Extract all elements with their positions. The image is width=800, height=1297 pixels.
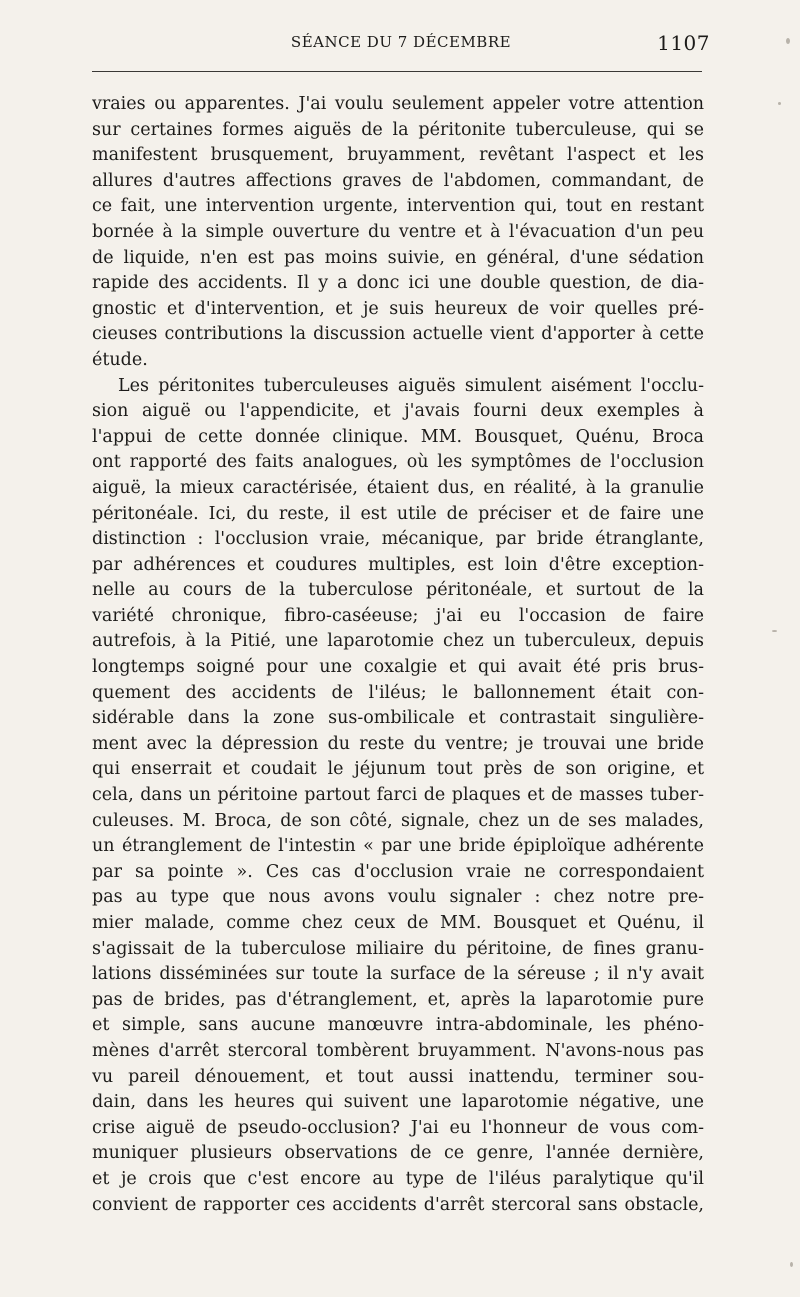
text-line: quement des accidents de l'iléus; le ballonnement était con- — [92, 682, 704, 703]
text-line: culeuses. M. Broca, de son côté, signale, chez un de ses malades, — [92, 810, 704, 831]
text-line: nelle au cours de la tuberculose péritonéale, et surtout de la — [92, 580, 704, 601]
text-line: pas de brides, pas d'étranglement, et, après la laparotomie pure — [92, 989, 704, 1010]
text-line: par sa pointe ». Ces cas d'occlusion vraie ne correspondaient — [92, 861, 704, 882]
text-line: par adhérences et coudures multiples, est loin d'être exception- — [92, 554, 704, 575]
text-line: sion aiguë ou l'appendicite, et j'avais fourni deux exemples à — [92, 401, 704, 422]
paper-speck — [790, 1262, 793, 1267]
text-line: qui enserrait et coudait le jéjunum tout près de son origine, et — [92, 759, 704, 780]
text-line: mènes d'arrêt stercoral tombèrent bruyamment. N'avons-nous pas — [92, 1040, 704, 1061]
text-line: sidérable dans la zone sus-ombilicale et contrastait singulière- — [92, 708, 704, 729]
text-line: bornée à la simple ouverture du ventre et à l'évacuation d'un peu — [92, 221, 704, 242]
text-line: ment avec la dépression du reste du ventre; je trouvai une bride — [92, 733, 704, 754]
text-line: variété chronique, fibro-caséeuse; j'ai eu l'occasion de faire — [92, 605, 704, 626]
text-line: convient de rapporter ces accidents d'arrêt stercoral sans obstacle, — [92, 1194, 704, 1215]
text-line: péritonéale. Ici, du reste, il est utile de préciser et de faire une — [92, 503, 704, 524]
text-line: rapide des accidents. Il y a donc ici une double question, de dia- — [92, 273, 704, 294]
body-text — [92, 92, 704, 1218]
text-line: et simple, sans aucune manœuvre intra-abdominale, les phéno- — [92, 1015, 704, 1036]
paper-speck — [772, 630, 777, 632]
text-line: crise aiguë de pseudo-occlusion? J'ai eu l'honneur de vous com- — [92, 1117, 704, 1138]
text-line: s'agissait de la tuberculose miliaire du péritoine, de fines granu- — [92, 938, 704, 959]
text-line: pas au type que nous avons voulu signaler : chez notre pre- — [92, 887, 704, 908]
text-line: ont rapporté des faits analogues, où les symptômes de l'occlusion — [92, 452, 704, 473]
text-line: sur certaines formes aiguës de la péritonite tuberculeuse, qui se — [92, 119, 704, 140]
paper-speck — [786, 38, 790, 44]
text-line: un étranglement de l'intestin « par une bride épiploïque adhérente — [92, 836, 704, 857]
text-line: cieuses contributions la discussion actuelle vient d'apporter à cette — [92, 324, 704, 345]
text-line: longtemps soigné pour une coxalgie et qui avait été pris brus- — [92, 657, 704, 678]
text-line: mier malade, comme chez ceux de MM. Bousquet et Quénu, il — [92, 913, 704, 933]
text-line: distinction : l'occlusion vraie, mécanique, par bride étranglante, — [92, 529, 704, 550]
running-title: SÉANCE DU 7 DÉCEMBRE — [290, 33, 512, 51]
text-line: gnostic et d'intervention, et je suis heureux de voir quelles pré- — [92, 298, 704, 319]
text-line: allures d'autres affections graves de l'abdomen, commandant, de — [92, 170, 704, 191]
text-line: vu pareil dénouement, et tout aussi inattendu, terminer sou- — [92, 1066, 704, 1087]
paragraph-start-line: Les péritonites tuberculeuses aiguës simulent aisément l'occlu- — [118, 375, 704, 396]
paper-speck — [778, 102, 781, 105]
text-line: l'appui de cette donnée clinique. MM. Bousquet, Quénu, Broca — [92, 426, 704, 447]
text-line: ce fait, une intervention urgente, intervention qui, tout en restant — [92, 196, 704, 217]
running-head — [92, 33, 710, 59]
text-line: autrefois, à la Pitié, une laparotomie chez un tuberculeux, depuis — [92, 631, 704, 652]
header-rule — [92, 71, 702, 72]
text-line: lations disséminées sur toute la surface de la séreuse ; il n'y avait — [92, 964, 704, 985]
text-line: vraies ou apparentes. J'ai voulu seulement appeler votre attention — [92, 94, 704, 114]
page-number: 1107 — [657, 31, 710, 55]
text-line: muniquer plusieurs observations de ce genre, l'année dernière, — [92, 1143, 704, 1164]
text-line: et je crois que c'est encore au type de l'iléus paralytique qu'il — [92, 1168, 704, 1189]
paragraph-end-line: étude. — [92, 349, 148, 370]
text-line: de liquide, n'en est pas moins suivie, en général, d'une sédation — [92, 247, 704, 268]
text-line: aiguë, la mieux caractérisée, étaient dus, en réalité, à la granulie — [92, 477, 704, 498]
text-line: manifestent brusquement, bruyamment, revêtant l'aspect et les — [92, 145, 704, 166]
text-line: dain, dans les heures qui suivent une laparotomie négative, une — [92, 1092, 704, 1113]
text-line: cela, dans un péritoine partout farci de plaques et de masses tuber- — [92, 785, 704, 806]
